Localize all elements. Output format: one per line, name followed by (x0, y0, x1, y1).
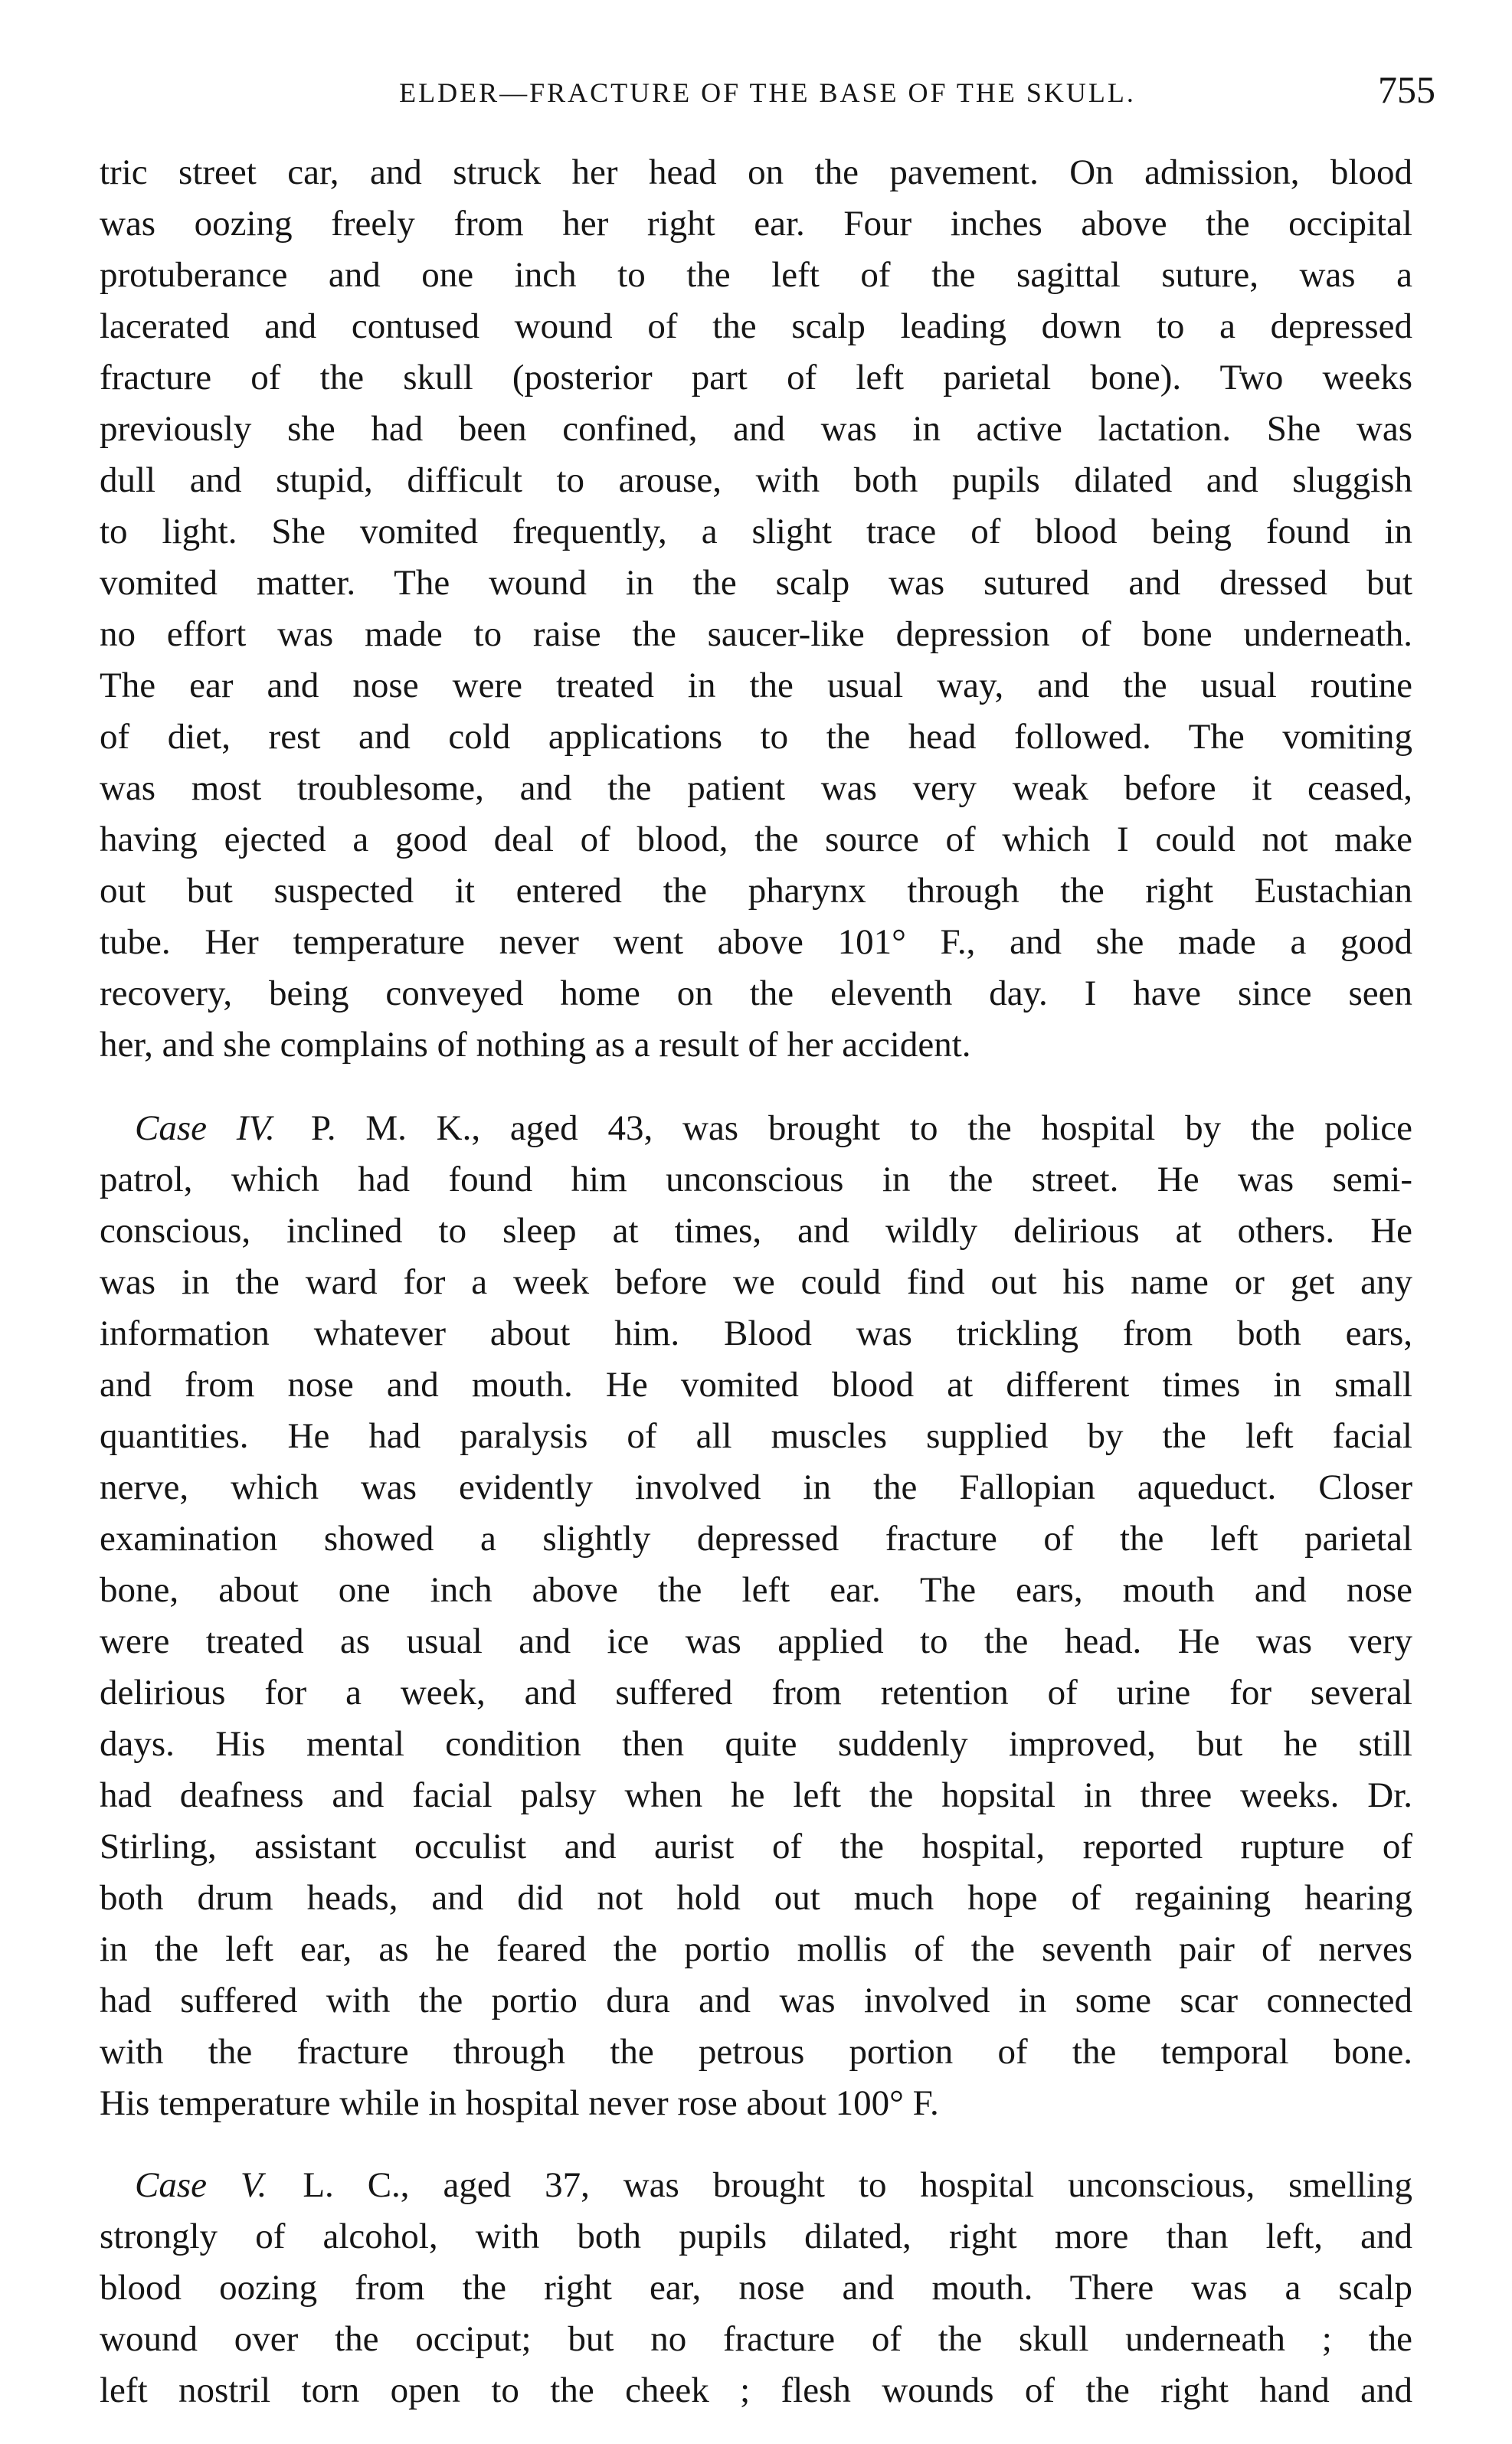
text-line: no effort was made to raise the saucer-like depression of bone underneath. (100, 614, 1412, 654)
text-line: had suffered with the portio dura and was involved in some scar connected (100, 1981, 1412, 2020)
text-line: delirious for a week, and suffered from retention of urine for several (100, 1673, 1412, 1713)
text-line: patrol, which had found him unconscious in the street. He was semi- (100, 1160, 1412, 1199)
text-line: bone, about one inch above the left ear. The ears, mouth and nose (100, 1570, 1412, 1610)
running-title: ELDER—FRACTURE OF THE BASE OF THE SKULL. (399, 77, 1136, 108)
text-line: having ejected a good deal of blood, the source of which I could not make (100, 820, 1412, 859)
text-line: lacerated and contused wound of the scalp leading down to a depressed (100, 306, 1412, 346)
text-line: tric street car, and struck her head on the pavement. On admission, blood (100, 152, 1412, 192)
text-line: His temperature while in hospital never rose about 100° F. (100, 2083, 939, 2123)
paragraph-case-5 (100, 2160, 1412, 2416)
text-line: strongly of alcohol, with both pupils dilated, right more than left, and (100, 2217, 1412, 2256)
text-line: wound over the occiput; but no fracture of the skull underneath ; the (100, 2319, 1412, 2359)
running-head (100, 66, 1435, 115)
text-line: Stirling, assistant occulist and aurist of the hospital, reported rupture of (100, 1827, 1412, 1867)
text-line: nerve, which was evidently involved in the Fallopian aqueduct. Closer (100, 1467, 1412, 1507)
text-line: had deafness and facial palsy when he left the hopsital in three weeks. Dr. (100, 1775, 1412, 1815)
text-line: information whatever about him. Blood was trickling from both ears, (100, 1314, 1412, 1353)
text-line: of diet, rest and cold applications to the head followed. The vomiting (100, 717, 1412, 757)
text-line: was in the ward for a week before we could find out his name or get any (100, 1262, 1412, 1302)
text-line: both drum heads, and did not hold out much hope of regaining hearing (100, 1878, 1412, 1918)
page-number: 755 (1378, 68, 1435, 111)
paragraph-continued (100, 147, 1412, 1071)
text-line: was oozing freely from her right ear. Four inches above the occipital (100, 204, 1412, 244)
text-line: to light. She vomited frequently, a slight trace of blood being found in (100, 512, 1412, 551)
text-line (100, 2160, 1412, 2211)
case-label: Case IV. (135, 1108, 275, 1148)
text-line: was most troublesome, and the patient was very weak before it ceased, (100, 768, 1412, 808)
text-line: protuberance and one inch to the left of the sagittal suture, was a (100, 255, 1412, 295)
text-line: left nostril torn open to the cheek ; flesh wounds of the right hand and (100, 2370, 1412, 2410)
text-line: dull and stupid, difficult to arouse, with both pupils dilated and sluggish (100, 460, 1412, 500)
text-line: quantities. He had paralysis of all muscles supplied by the left facial (100, 1416, 1412, 1456)
text-line: examination showed a slightly depressed fracture of the left parietal (100, 1519, 1412, 1559)
text-line-content: P. M. K., aged 43, was brought to the hospital by the police (310, 1108, 1412, 1148)
text-line-content: L. C., aged 37, was brought to hospital unconscious, smelling (303, 2165, 1413, 2205)
text-line: out but suspected it entered the pharynx through the right Eustachian (100, 871, 1412, 911)
text-line: were treated as usual and ice was applied to the head. He was very (100, 1621, 1412, 1661)
text-line: days. His mental condition then quite suddenly improved, but he still (100, 1724, 1412, 1764)
text-line: vomited matter. The wound in the scalp was sutured and dressed but (100, 563, 1412, 603)
text-line: in the left ear, as he feared the portio mollis of the seventh pair of nerves (100, 1929, 1412, 1969)
text-line: her, and she complains of nothing as a result of her accident. (100, 1025, 971, 1065)
text-line: blood oozing from the right ear, nose and mouth. There was a scalp (100, 2268, 1412, 2308)
case-label: Case V. (135, 2165, 267, 2205)
text-line: with the fracture through the petrous portion of the temporal bone. (100, 2032, 1412, 2072)
paragraph-case-4 (100, 1103, 1412, 2129)
text-line (100, 1103, 1412, 1154)
text-line: conscious, inclined to sleep at times, and wildly delirious at others. He (100, 1211, 1412, 1251)
text-line: and from nose and mouth. He vomited blood at different times in small (100, 1365, 1412, 1405)
text-line: recovery, being conveyed home on the eleventh day. I have since seen (100, 973, 1412, 1013)
text-line: previously she had been confined, and was in active lactation. She was (100, 409, 1412, 449)
text-line: fracture of the skull (posterior part of left parietal bone). Two weeks (100, 358, 1412, 398)
text-line: tube. Her temperature never went above 101° F., and she made a good (100, 922, 1412, 962)
text-line: The ear and nose were treated in the usual way, and the usual routine (100, 666, 1412, 705)
body-text (100, 147, 1412, 2416)
